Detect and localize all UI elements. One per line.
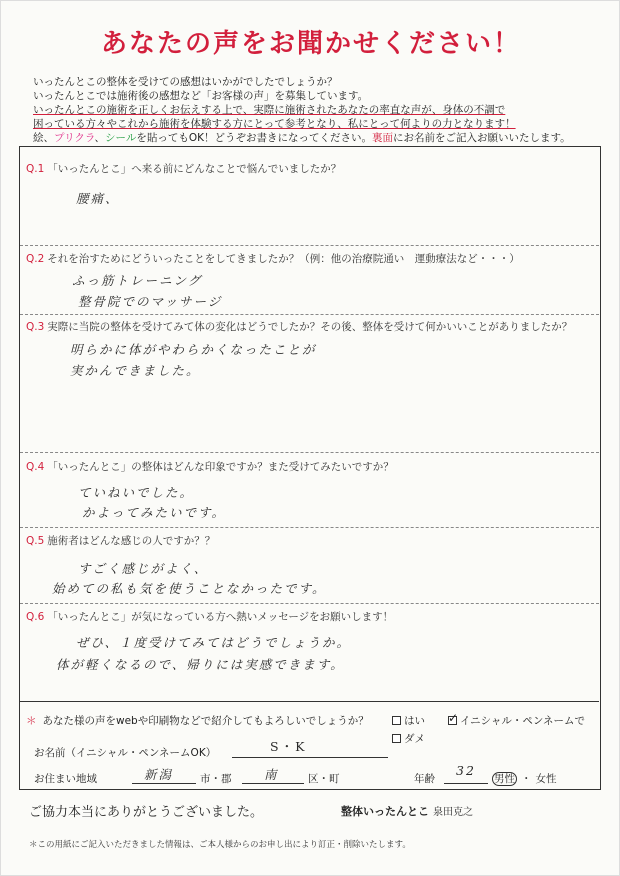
ward-label: 区・町 (308, 773, 340, 785)
divider-5 (20, 603, 599, 604)
question-5-number: Q.5 (26, 535, 45, 547)
question-6-number: Q.6 (26, 611, 45, 623)
question-4-number: Q.4 (26, 461, 45, 473)
intro-purikura-word: プリクラ (54, 132, 95, 144)
address-label: お住まい地域 (34, 773, 97, 785)
intro-line-4: 困っている方々やこれから施術を体験する方にとって参考となり、私にとって何よりの力となります！ (33, 118, 516, 130)
address-ward-value[interactable]: 南 (264, 767, 279, 782)
intro-comma: 、 (94, 132, 106, 144)
answer-5-line-1: すごく感じがよく、 (78, 561, 209, 576)
publish-star: ＊ (26, 715, 37, 727)
intro-sticker-word: シール (105, 132, 137, 144)
question-2-number: Q.2 (26, 253, 45, 265)
shop-name: 整体いったんとこ (341, 805, 429, 818)
yes-checkbox[interactable] (392, 716, 401, 725)
divider-3 (20, 452, 599, 453)
intro-text (33, 75, 593, 145)
question-1-text: 「いったんとこ」へ来る前にどんなことで悩んでいましたか？ (47, 163, 342, 175)
age-value[interactable]: 32 (456, 763, 476, 778)
question-4-text: 「いったんとこ」の整体はどんな印象ですか？また受けてみたいですか？ (47, 461, 394, 473)
question-1 (26, 161, 341, 176)
publish-no-option[interactable] (392, 731, 425, 746)
question-6-text: 「いったんとこ」が気になっている方へ熱いメッセージをお願いします！ (47, 611, 394, 623)
answer-4-line-2: かよってみたいです。 (82, 505, 227, 520)
publish-question-text: あなた様の声をwebや印刷物などで紹介してもよろしいでしょうか？ (42, 715, 369, 727)
city-label: 市・郡 (200, 773, 232, 785)
answer-3-line-1: 明らかに体がやわらかくなったことが (70, 342, 317, 357)
age-label: 年齢 (414, 773, 435, 785)
intro-line-1: いったんとこの整体を受けての感想はいかがでしたでしょうか？ (33, 76, 338, 88)
publish-initial-option[interactable] (448, 713, 585, 728)
publish-question (26, 713, 369, 728)
intro-line-2: いったんとこでは施術後の感想など「お客様の声」を募集しています。 (33, 90, 369, 102)
question-5 (26, 533, 215, 548)
intro-ok-text: を貼ってもOK！どうぞお書きになってください。 (136, 132, 372, 144)
publish-yes-option[interactable] (392, 713, 425, 728)
answer-5-line-2: 始めての私も気を使うことなかったです。 (52, 581, 327, 596)
divider-1 (20, 245, 599, 246)
question-2-text: それを治すためにどういったことをしてきましたか？（例：他の治療院通い 運動療法など・・・） (47, 253, 520, 265)
answer-2-line-1: ふっ筋トレーニング (72, 273, 203, 288)
answer-2-line-2: 整骨院でのマッサージ (78, 294, 223, 309)
age-underline (444, 783, 488, 784)
shop-signature (341, 803, 473, 819)
answer-6-line-1: ぜひ、１度受けてみてはどうでしょうか。 (76, 635, 352, 650)
male-option[interactable]: 男性 (494, 773, 515, 785)
question-3-number: Q.3 (26, 321, 45, 333)
practitioner-name: 泉田克之 (433, 807, 473, 818)
name-underline (232, 757, 388, 758)
name-value[interactable]: S・K (270, 739, 307, 754)
answer-1-line-1: 腰痛、 (76, 191, 120, 206)
address-pref-value[interactable]: 新潟 (144, 767, 174, 782)
thanks-message: ご協力本当にありがとうございました。 (29, 805, 264, 820)
form-separator (20, 701, 599, 702)
female-option[interactable]: 女性 (535, 773, 557, 785)
gender-separator: ・ (521, 773, 532, 785)
name-label: お名前（イニシャル・ペンネームOK） (34, 747, 217, 759)
question-1-number: Q.1 (26, 163, 45, 175)
ward-underline (242, 783, 304, 784)
intro-pic-word: 絵、 (33, 132, 54, 144)
answer-3-line-2: 実かんできました。 (70, 363, 201, 378)
answer-4-line-1: ていねいでした。 (78, 485, 195, 500)
answer-6-line-2: 体が軽くなるので、帰りには実感できます。 (56, 657, 345, 672)
page-title: あなたの声をお聞かせください！ (100, 29, 521, 59)
no-checkbox[interactable] (392, 734, 401, 743)
divider-2 (20, 314, 599, 315)
question-4 (26, 459, 394, 474)
question-2 (26, 251, 520, 266)
question-3-text: 実際に当院の整体を受けてみて体の変化はどうでしたか？その後、整体を受けて何かいいことがありましたか？ (47, 321, 573, 333)
intro-back-word: 裏面 (371, 132, 393, 144)
no-label: ダメ (404, 733, 425, 745)
privacy-footnote: ＊この用紙にご記入いただきました情報は、ご本人様からのお申し出により訂正・削除いたします。 (29, 840, 411, 850)
pref-underline (132, 783, 196, 784)
initial-label: イニシャル・ペンネームで (460, 715, 586, 727)
question-5-text: 施術者はどんな感じの人ですか？？ (47, 535, 216, 547)
question-6 (26, 609, 393, 624)
gender-options (492, 771, 557, 786)
questionnaire-form (19, 146, 601, 790)
intro-name-request: にお名前をご記入お願いいたします。 (392, 132, 571, 144)
intro-line-5 (33, 131, 593, 145)
question-3 (26, 319, 572, 334)
intro-line-3: いったんとこの施術を正しくお伝えする上で、実際に施術されたあなたの率直な声が、身体の不調で (33, 104, 506, 116)
divider-4 (20, 527, 599, 528)
initial-checkbox[interactable] (448, 716, 457, 725)
yes-label: はい (404, 715, 425, 727)
